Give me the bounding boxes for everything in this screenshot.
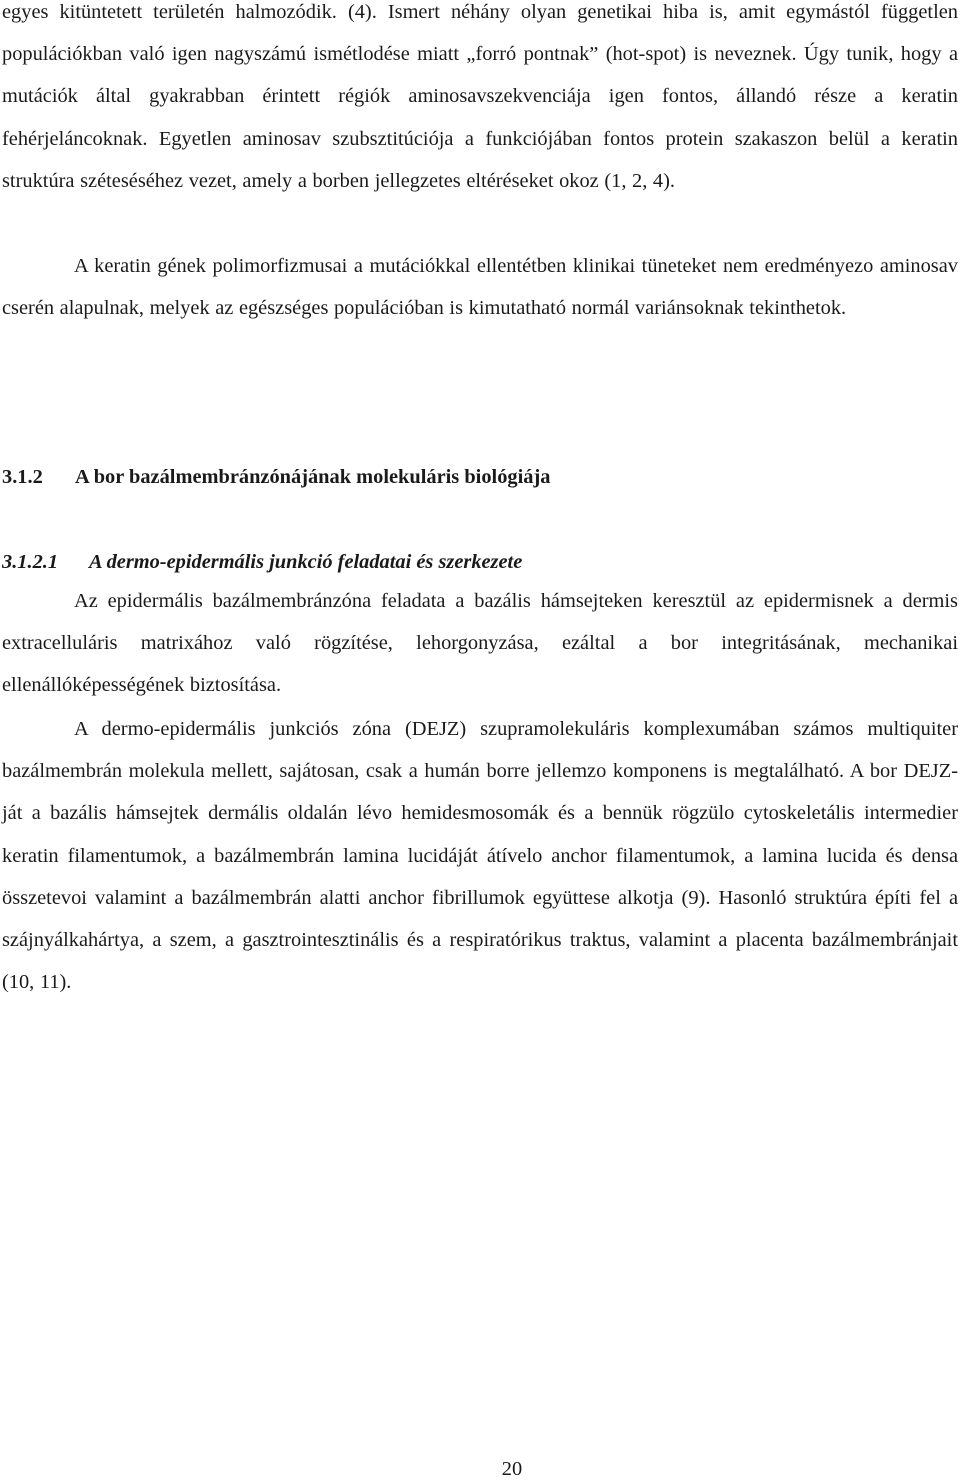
subsection-title: A dermo-epidermális junkció feladatai és szerkezete: [89, 551, 523, 573]
paragraph-dejz-structure: A dermo-epidermális junkciós zóna (DEJZ) szupramolekuláris komplexumában számos multiquiter bazálmembrán molekula mellett, sajátosan, csak a humán borre jellemzo komponens is megtalálható. A bor DEJZ-ját a bazális hámsejtek dermális oldalán lévo hemidesmosomák és a bennük rögzülo cytoskeletális intermedier keratin filamentumok, a bazálmembrán lamina lucidáját átívelo anchor filamentumok, a lamina lucida és densa összetevoi valamint a bazálmembrán alatti anchor fibrillumok együttese alkotja (9). Hasonló struktúra építi fel a szájnyálkahártya, a szem, a gasztrointesztinális és a respiratórikus traktus, valamint a placenta bazálmembránjait (10, 11).: [2, 718, 958, 994]
paragraph-basement-membrane-function: Az epidermális bazálmembránzóna feladata a bazális hámsejteken keresztül az epidermisnek a dermis extracelluláris matrixához való rögzítése, lehorgonyzása, ezáltal a bor integritásának, mechanikai ellenállóképességének biztosítása.: [2, 590, 958, 697]
section-title: A bor bazálmembránzónájának molekuláris biológiája: [75, 466, 551, 488]
paragraph-keratin-mutations: egyes kitüntetett területén halmozódik. (4). Ismert néhány olyan genetikai hiba is, amit egymástól független populációkban való igen nagyszámú ismétlodése miatt „forró pontnak” (hot-spot) is neveznek. Úgy tunik, hogy a mutációk által gyakrabban érintett régiók aminosavszekvenciája igen fontos, állandó része a keratin fehérjeláncoknak. Egyetlen aminosav szubsztitúciója a funkciójában fontos protein szakaszon belül a keratin struktúra széteséséhez vezet, amely a borben jellegzetes eltéréseket okoz (1, 2, 4).: [2, 1, 958, 192]
paragraph-keratin-polymorphisms: A keratin gének polimorfizmusai a mutációkkal ellentétben klinikai tüneteket nem eredményezo aminosav cserén alapulnak, melyek az egészséges populációban is kimutatható normál variánsoknak tekinthetok.: [2, 255, 958, 320]
subsection-heading: [2, 549, 522, 575]
section-number: 3.1.2: [2, 466, 43, 488]
page-number: 20: [501, 1458, 523, 1480]
section-heading: [2, 464, 550, 490]
subsection-number: 3.1.2.1: [2, 551, 59, 573]
